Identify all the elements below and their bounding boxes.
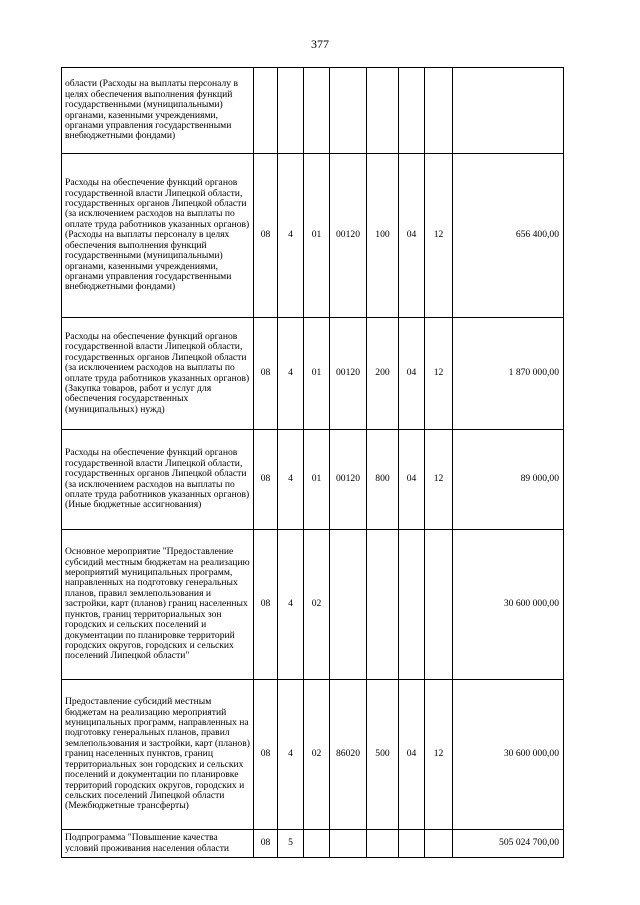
amount-cell: 89 000,00 [453, 430, 564, 530]
expense-type-cell: 800 [367, 430, 399, 530]
amount-cell: 656 400,00 [453, 154, 564, 318]
section-cell: 08 [254, 318, 278, 430]
amount-cell: 30 600 000,00 [453, 530, 564, 680]
budget-table [61, 67, 564, 858]
subsection-cell: 04 [399, 154, 425, 318]
event-cell: 01 [304, 430, 330, 530]
table-row [62, 830, 564, 858]
subprogram-cell: 4 [278, 430, 304, 530]
subsection-cell: 04 [399, 318, 425, 430]
direction-cell: 00120 [330, 318, 367, 430]
subsection-cell: 04 [399, 430, 425, 530]
direction-cell: 00120 [330, 430, 367, 530]
description-cell: Расходы на обеспечение функций органов государственной власти Липецкой области, государственных органов Липецкой области (за исключением расходов на выплаты по оплате труда работников указанных органов) (Закупка товаров, работ и услуг для обеспечения государственных (муниципальных) нужд) [62, 318, 254, 430]
expense-type-cell: 200 [367, 318, 399, 430]
subprogram-cell [278, 68, 304, 154]
expense-type-cell [367, 68, 399, 154]
direction-cell [330, 530, 367, 680]
direction-cell [330, 830, 367, 858]
subsection-cell [399, 530, 425, 680]
section-cell: 08 [254, 830, 278, 858]
subprogram-cell: 4 [278, 530, 304, 680]
event-cell: 02 [304, 680, 330, 830]
subsection2-cell: 12 [425, 154, 453, 318]
direction-cell: 86020 [330, 680, 367, 830]
amount-cell [453, 68, 564, 154]
section-cell: 08 [254, 680, 278, 830]
event-cell: 01 [304, 318, 330, 430]
table-row [62, 530, 564, 680]
expense-type-cell [367, 530, 399, 680]
table-row [62, 318, 564, 430]
table-row [62, 680, 564, 830]
expense-type-cell: 500 [367, 680, 399, 830]
description-cell: Подпрограмма "Повышение качества условий проживания населения области [62, 830, 254, 858]
subprogram-cell: 4 [278, 318, 304, 430]
subprogram-cell: 4 [278, 680, 304, 830]
subsection2-cell: 12 [425, 430, 453, 530]
subprogram-cell: 5 [278, 830, 304, 858]
event-cell: 01 [304, 154, 330, 318]
page-number: 377 [311, 37, 329, 51]
section-cell: 08 [254, 430, 278, 530]
description-cell: Расходы на обеспечение функций органов государственной власти Липецкой области, государственных органов Липецкой области (за исключением расходов на выплаты по оплате труда работников указанных органов) (Иные бюджетные ассигнования) [62, 430, 254, 530]
expense-type-cell: 100 [367, 154, 399, 318]
direction-cell: 00120 [330, 154, 367, 318]
event-cell [304, 830, 330, 858]
description-cell: Расходы на обеспечение функций органов государственной власти Липецкой области, государственных органов Липецкой области (за исключением расходов на выплаты по оплате труда работников указанных органов) (Расходы на выплаты персоналу в целях обеспечения выполнения функций государственными (муниципальными) органами, казенными учреждениями, органами управления государственными внебюджетными фондами) [62, 154, 254, 318]
direction-cell [330, 68, 367, 154]
section-cell: 08 [254, 530, 278, 680]
subsection-cell: 04 [399, 680, 425, 830]
table-row [62, 154, 564, 318]
subsection2-cell [425, 68, 453, 154]
amount-cell: 1 870 000,00 [453, 318, 564, 430]
description-cell: Основное мероприятие "Предоставление субсидий местным бюджетам на реализацию мероприятий муниципальных программ, направленных на подготовку генеральных планов, правил землепользования и застройки, карт (планов) границ населенных пунктов, границ территориальных зон городских и сельских поселений и документации по планировке территорий городских округов, городских и сельских поселений Липецкой области" [62, 530, 254, 680]
amount-cell: 30 600 000,00 [453, 680, 564, 830]
subsection2-cell [425, 530, 453, 680]
table-row [62, 430, 564, 530]
subsection2-cell: 12 [425, 680, 453, 830]
section-cell: 08 [254, 154, 278, 318]
event-cell: 02 [304, 530, 330, 680]
subsection2-cell: 12 [425, 318, 453, 430]
amount-cell: 505 024 700,00 [453, 830, 564, 858]
subsection-cell [399, 830, 425, 858]
event-cell [304, 68, 330, 154]
description-cell: Предоставление субсидий местным бюджетам на реализацию мероприятий муниципальных программ, направленных на подготовку генеральных планов, правил землепользования и застройки, карт (планов) границ населенных пунктов, границ территориальных зон городских и сельских поселений и документации по планировке территорий городских округов, городских и сельских поселений Липецкой области (Межбюджетные трансферты) [62, 680, 254, 830]
subsection-cell [399, 68, 425, 154]
description-cell: области (Расходы на выплаты персоналу в целях обеспечения выполнения функций государственными (муниципальными) органами, казенными учреждениями, органами управления государственными внебюджетными фондами) [62, 68, 254, 154]
table-row [62, 68, 564, 154]
section-cell [254, 68, 278, 154]
expense-type-cell [367, 830, 399, 858]
subprogram-cell: 4 [278, 154, 304, 318]
subsection2-cell [425, 830, 453, 858]
table-body [62, 68, 564, 858]
